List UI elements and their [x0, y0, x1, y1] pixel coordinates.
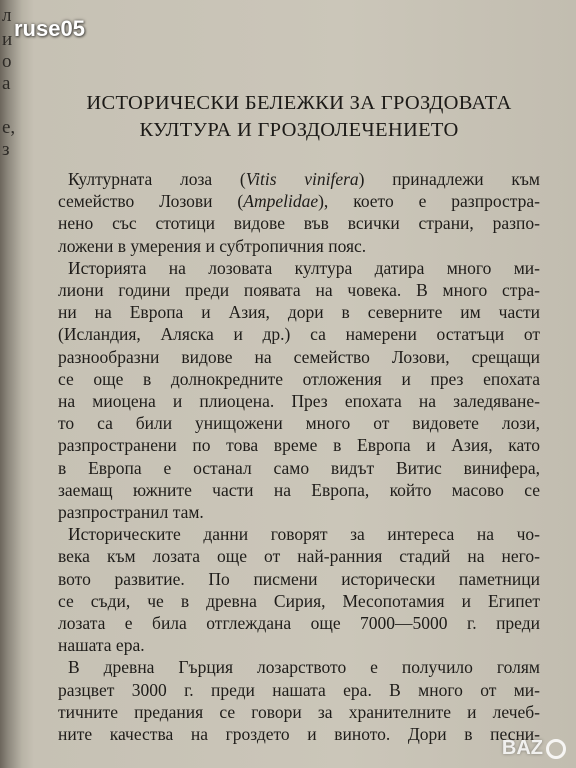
edge-char: и — [2, 29, 13, 50]
watermark-text: BAZ — [501, 737, 543, 759]
text-line: В древна Гърция лозарството е получило голям — [68, 657, 540, 678]
text-line: лозата е била отглеждана още 7000—5000 г. преди — [58, 613, 540, 634]
heading-line: ИСТОРИЧЕСКИ БЕЛЕЖКИ ЗА ГРОЗДОВАТА — [86, 92, 512, 114]
text-line: семейство Лозови (Ampelidae), което е разпростра- — [58, 191, 540, 212]
text-line: ложени в умерения и субтропичния пояс. — [58, 235, 367, 256]
watermark-logo-icon — [546, 739, 566, 759]
text-line: разпространил там. — [58, 502, 204, 523]
text-line: в Европа е останал само видът Витис винифера, — [58, 457, 540, 478]
previous-page-edge — [0, 0, 30, 768]
edge-char: з — [2, 139, 10, 160]
body-text — [58, 168, 540, 745]
text-line: на миоцена и плиоцена. През епохата на заледяване- — [58, 391, 540, 412]
text-line: Историята на лозовата култура датира много ми- — [68, 257, 540, 278]
edge-char: о — [2, 51, 12, 72]
text-line: разпространени по това време в Европа и Азия, като — [58, 435, 540, 456]
chapter-heading — [58, 90, 540, 144]
watermark-top-left: ruse05 — [14, 16, 85, 41]
latin-name: Vitis vinifera — [245, 169, 359, 189]
text-line: ните качества на гроздето и виното. Дори в песни- — [58, 724, 540, 745]
paragraph — [58, 257, 540, 523]
text-line: века към лозата още от най-ранния стадий на него- — [58, 546, 540, 567]
text-line: Историческите данни говорят за интереса на чо- — [68, 524, 540, 545]
text-line: Културната лоза (Vitis vinifera) принадлежи към — [68, 169, 541, 189]
text-line: разнообразни видове на семейство Лозови, срещащи — [58, 346, 540, 367]
text-line: (Исландия, Аляска и др.) са намерени остатъци от — [58, 324, 540, 345]
paragraph — [58, 656, 540, 745]
paragraph — [58, 168, 540, 257]
page-content — [58, 90, 540, 745]
edge-char: л — [2, 5, 12, 26]
edge-char: а — [2, 73, 11, 94]
text-line: се съди, че в древна Сирия, Месопотамия и Египет — [58, 590, 540, 611]
text-line: заемащ южните части на Европа, който масово се — [58, 479, 540, 500]
text-line: вото развитие. По писмени исторически паметници — [58, 568, 540, 589]
text-line: тичните предания се говори за хранителните и лечеб- — [58, 701, 540, 722]
text-line: лиони години преди появата на човека. В много стра- — [58, 280, 540, 301]
text-line: то са били унищожени много от видовете лози, — [58, 413, 540, 434]
text-line: нашата ера. — [58, 635, 145, 656]
text-line: нено със стотици видове във всички страни, разпо- — [58, 213, 540, 234]
edge-char: е, — [2, 117, 16, 138]
heading-line: КУЛТУРА И ГРОЗДОЛЕЧЕНИЕТО — [139, 119, 459, 141]
text-line: разцвет 3000 г. преди нашата ера. В много от ми- — [58, 679, 540, 700]
paragraph — [58, 523, 540, 656]
watermark-bottom-right — [502, 737, 566, 760]
text-line: се още в долнокредните отложения и през епохата — [58, 368, 540, 389]
text-line: ни на Европа и Азия, дори в северните им части — [58, 302, 540, 323]
latin-name: Ampelidae — [243, 191, 319, 212]
